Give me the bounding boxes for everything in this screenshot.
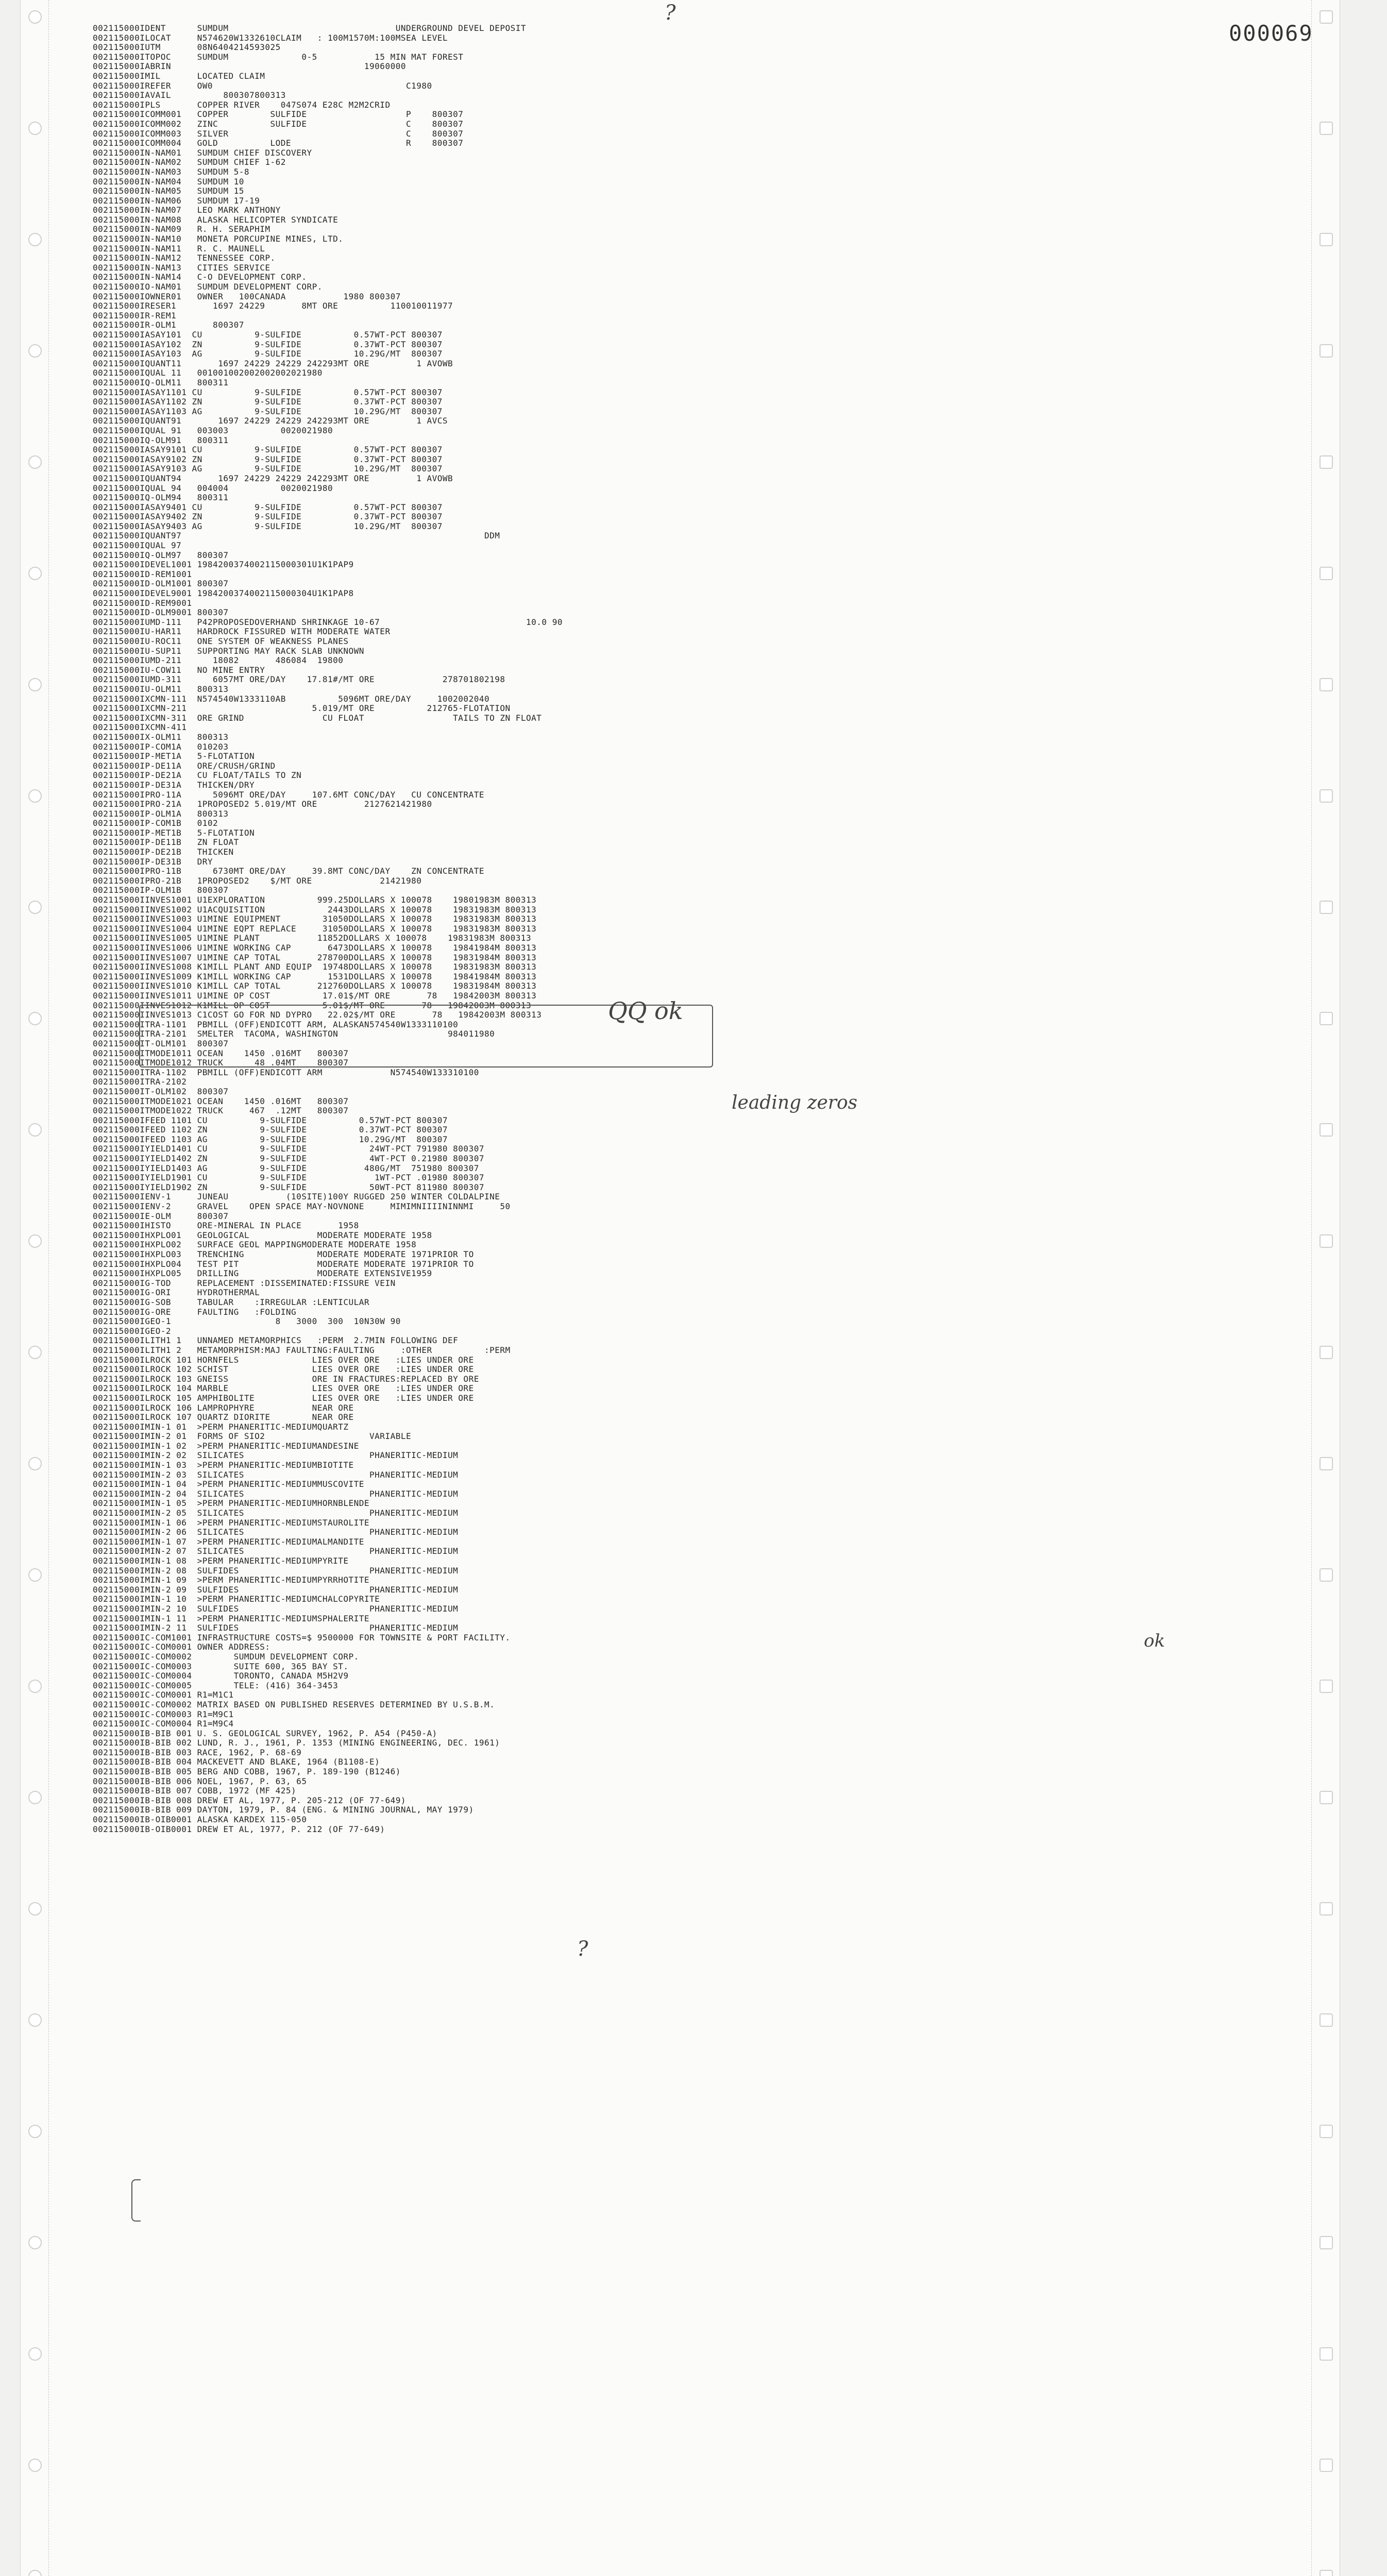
record-line: 002115000IINVES1005 U1MINE PLANT 11852DOLLARS X 100078 19831983M 800313 [93, 933, 532, 943]
record-line: 002115000IDEVEL9001 1984200374002115000304U1K1PAP8 [93, 588, 354, 599]
record-line: 002115000IR-OLM1 800307 [93, 320, 244, 330]
record-line: 002115000IG-ORI HYDROTHERMAL [93, 1287, 260, 1298]
record-line: 002115000IQUANT11 1697 24229 24229 242293MT ORE 1 AVOWB [93, 358, 453, 368]
feed-hole [28, 233, 42, 246]
record-line: 002115000IINVES1010 K1MILL CAP TOTAL 212760DOLLARS X 100078 19831984M 800313 [93, 981, 537, 991]
record-line: 002115000IMIN-1 09 >PERM PHANERITIC-MEDIUMPYRRHOTITE [93, 1575, 370, 1585]
record-line: 002115000IASAY9403 AG 9-SULFIDE 10.29G/MT 800307 [93, 521, 443, 531]
record-line: 002115000IC-COM0002 SUMDUM DEVELOPMENT CORP. [93, 1651, 359, 1662]
feed-hole [1320, 1791, 1333, 1804]
feed-hole [1320, 2347, 1333, 2361]
record-line: 002115000IB-BIB 003 RACE, 1962, P. 68-69 [93, 1747, 302, 1757]
handwritten-question-mark-transport: ? [577, 1937, 588, 1961]
record-line: 002115000ILROCK 103 GNEISS ORE IN FRACTURES:REPLACED BY ORE [93, 1374, 479, 1384]
record-line: 002115000IYIELD1403 AG 9-SULFIDE 480G/MT 751980 800307 [93, 1163, 479, 1173]
record-line: 002115000IQ-OLM11 800311 [93, 377, 229, 387]
record-line: 002115000IQ-OLM94 800311 [93, 493, 229, 503]
record-line: 002115000IQ-OLM91 800311 [93, 435, 229, 445]
record-line: 002115000ILROCK 102 SCHIST LIES OVER ORE :LIES UNDER ORE [93, 1364, 474, 1375]
record-line: 002115000IQUANT97 DDM [93, 531, 500, 541]
record-line: 002115000IP-DE21B THICKEN [93, 847, 234, 857]
record-line: 002115000IFEED 1103 AG 9-SULFIDE 10.29G/MT 800307 [93, 1134, 448, 1144]
record-line: 002115000IU-SUP11 SUPPORTING MAY RACK SLAB UNKNOWN [93, 646, 364, 656]
record-line: 002115000ITRA-1101 PBMILL (OFF)ENDICOTT ARM, ALASKAN574540W1333110100 [93, 1019, 459, 1029]
feed-hole [28, 567, 42, 580]
feed-hole [1320, 233, 1333, 246]
record-line: 002115000IXCMN-211 5.019/MT ORE 212765-FLOTATION [93, 703, 511, 714]
record-line: 002115000ITMODE1021 OCEAN 1450 .016MT 800307 [93, 1096, 349, 1106]
record-line: 002115000IMIN-2 10 SULFIDES PHANERITIC-MEDIUM [93, 1603, 459, 1614]
record-line: 002115000IN-NAM12 TENNESSEE CORP. [93, 253, 276, 263]
feed-hole [28, 901, 42, 914]
record-line: 002115000IP-OLM1B 800307 [93, 885, 229, 895]
record-line: 002115000IC-COM0001 R1=M1C1 [93, 1690, 234, 1700]
record-line: 002115000IYIELD1401 CU 9-SULFIDE 24WT-PCT 791980 800307 [93, 1144, 484, 1154]
record-line: 002115000IN-NAM04 SUMDUM 10 [93, 176, 244, 187]
record-line: 002115000IN-NAM14 C-O DEVELOPMENT CORP. [93, 272, 307, 282]
record-line: 002115000IMIN-2 11 SULFIDES PHANERITIC-MEDIUM [93, 1623, 459, 1633]
record-line: 002115000ILROCK 107 QUARTZ DIORITE NEAR ORE [93, 1412, 354, 1422]
feed-hole [1320, 2570, 1333, 2576]
record-line: 002115000IP-DE11B ZN FLOAT [93, 837, 239, 848]
record-line: 002115000ICOMM001 COPPER SULFIDE P 800307 [93, 109, 464, 120]
record-line: 002115000IN-NAM11 R. C. MAUNELL [93, 243, 265, 253]
record-line: 002115000IMIN-2 04 SILICATES PHANERITIC-MEDIUM [93, 1488, 459, 1499]
record-line: 002115000IQUAL 11 001001002002002002021980 [93, 368, 323, 378]
record-line: 002115000IMIN-2 05 SILICATES PHANERITIC-MEDIUM [93, 1508, 459, 1518]
record-line: 002115000IASAY9102 ZN 9-SULFIDE 0.37WT-PCT 800307 [93, 454, 443, 464]
record-line: 002115000IYIELD1402 ZN 9-SULFIDE 4WT-PCT 0.21980 800307 [93, 1154, 484, 1164]
record-line: 002115000IR-REM1 [93, 310, 177, 320]
record-line: 002115000IINVES1009 K1MILL WORKING CAP 1531DOLLARS X 100078 19841984M 800313 [93, 971, 537, 981]
record-line: 002115000IP-DE31B DRY [93, 856, 213, 867]
handwritten-bracket-feed [131, 2179, 141, 2222]
record-line: 002115000IPRO-21B 1PROPOSED2 $/MT ORE 21421980 [93, 875, 422, 886]
record-line: 002115000IINVES1006 U1MINE WORKING CAP 6473DOLLARS X 100078 19841984M 800313 [93, 943, 537, 953]
feed-hole [28, 1012, 42, 1025]
record-line: 002115000IN-NAM01 SUMDUM CHIEF DISCOVERY [93, 147, 312, 158]
record-line: 002115000IC-COM0003 SUITE 600, 365 BAY ST. [93, 1661, 349, 1671]
record-line: 002115000IG-TOD REPLACEMENT :DISSEMINATED:FISSURE VEIN [93, 1278, 396, 1288]
record-line: 002115000ILROCK 101 HORNFELS LIES OVER ORE :LIES UNDER ORE [93, 1354, 474, 1365]
record-line: 002115000IMIN-2 02 SILICATES PHANERITIC-MEDIUM [93, 1450, 459, 1461]
record-line: 002115000IMIN-1 01 >PERM PHANERITIC-MEDIUMQUARTZ [93, 1421, 349, 1432]
record-line: 002115000IMIN-2 03 SILICATES PHANERITIC-MEDIUM [93, 1469, 459, 1480]
feed-hole [1320, 1123, 1333, 1137]
record-line: 002115000IC-COM0001 OWNER ADDRESS: [93, 1642, 270, 1652]
record-line: 002115000IMIN-1 03 >PERM PHANERITIC-MEDIUMBIOTITE [93, 1460, 354, 1470]
record-line: 002115000ILITH1 2 METAMORPHISM:MAJ FAULTING:FAULTING :OTHER :PERM [93, 1345, 511, 1355]
feed-hole [1320, 789, 1333, 803]
feed-hole [1320, 1346, 1333, 1359]
feed-hole [28, 122, 42, 135]
record-line: 002115000IMIN-1 11 >PERM PHANERITIC-MEDIUMSPHALERITE [93, 1613, 370, 1623]
tractor-feed-left [21, 0, 49, 2576]
record-line: 002115000ITRA-1102 PBMILL (OFF)ENDICOTT ARM N574540W133310100 [93, 1067, 479, 1077]
record-line: 002115000IN-NAM09 R. H. SERAPHIM [93, 224, 270, 234]
record-line: 002115000IASAY9401 CU 9-SULFIDE 0.57WT-PCT 800307 [93, 502, 443, 512]
feed-hole [1320, 678, 1333, 691]
feed-hole [28, 1123, 42, 1137]
record-line: 002115000IINVES1012 K1MILL OP COST 5.01$/MT ORE 78 19842003M 800313 [93, 1000, 532, 1010]
record-line: 002115000IB-BIB 002 LUND, R. J., 1961, P. 1353 (MINING ENGINEERING, DEC. 1961) [93, 1738, 500, 1748]
record-line: 002115000IG-SOB TABULAR :IRREGULAR :LENTICULAR [93, 1297, 370, 1307]
record-line: 002115000IINVES1011 U1MINE OP COST 17.01$/MT ORE 78 19842003M 800313 [93, 990, 537, 1001]
record-line: 002115000IASAY101 CU 9-SULFIDE 0.57WT-PCT 800307 [93, 330, 443, 340]
record-line: 002115000IAVAIL 800307800313 [93, 90, 286, 100]
record-line: 002115000IQ-OLM97 800307 [93, 550, 229, 560]
record-line: 002115000IINVES1013 C1COST GO FOR ND DYPRO 22.02$/MT ORE 78 19842003M 800313 [93, 1010, 542, 1020]
record-line: 002115000IINVES1001 U1EXPLORATION 999.25DOLLARS X 100078 19801983M 800313 [93, 895, 537, 905]
record-line: 002115000IQUANT94 1697 24229 24229 242293MT ORE 1 AVOWB [93, 473, 453, 483]
record-line: 002115000IMIN-1 05 >PERM PHANERITIC-MEDIUMHORNBLENDE [93, 1498, 370, 1509]
record-line: 002115000IASAY1103 AG 9-SULFIDE 10.29G/MT 800307 [93, 406, 443, 416]
record-line: 002115000IU-COW11 NO MINE ENTRY [93, 665, 265, 675]
record-line: 002115000IHXPLO05 DRILLING MODERATE EXTENSIVE1959 [93, 1268, 432, 1279]
record-line: 002115000IASAY1102 ZN 9-SULFIDE 0.37WT-PCT 800307 [93, 397, 443, 407]
handwritten-leading-zeros-note: leading zeros [732, 1092, 858, 1113]
record-line: 002115000IHXPLO01 GEOLOGICAL MODERATE MODERATE 1958 [93, 1230, 432, 1240]
record-line: 002115000IB-BIB 008 DREW ET AL, 1977, P. 205-212 (OF 77-649) [93, 1795, 406, 1805]
feed-hole [28, 1568, 42, 1582]
record-line: 002115000IRESER1 1697 24229 8MT ORE 110010011977 [93, 301, 453, 311]
record-line: 002115000IENV-2 GRAVEL OPEN SPACE MAY-NOVNONE MIMIMNIIIININNMI 50 [93, 1201, 511, 1212]
feed-hole [1320, 2013, 1333, 2027]
record-line: 002115000IMIN-1 02 >PERM PHANERITIC-MEDIUMANDESINE [93, 1440, 359, 1451]
tractor-feed-right [1311, 0, 1340, 2576]
record-lines [93, 24, 563, 1834]
feed-hole [1320, 10, 1333, 24]
feed-hole [28, 2347, 42, 2361]
record-line: 002115000IUMD-111 P42PROPOSEDOVERHAND SHRINKAGE 10-67 10.0 90 [93, 617, 563, 627]
record-line: 002115000IGEO-2 [93, 1326, 171, 1336]
record-line: 002115000ILOCAT N574620W1332610CLAIM : 100M1570M:100MSEA LEVEL [93, 32, 448, 43]
record-line: 002115000IUMD-311 6057MT ORE/DAY 17.81#/MT ORE 278701802198 [93, 674, 505, 685]
record-line: 002115000IE-OLM 800307 [93, 1211, 229, 1221]
record-line: 002115000IP-OLM1A 800313 [93, 808, 229, 819]
record-line: 002115000IHISTO ORE-MINERAL IN PLACE 1958 [93, 1221, 359, 1231]
record-line: 002115000IPRO-11B 6730MT ORE/DAY 39.8MT CONC/DAY ZN CONCENTRATE [93, 866, 484, 876]
record-line: 002115000IMIL LOCATED CLAIM [93, 71, 265, 81]
record-line: 002115000IMIN-1 07 >PERM PHANERITIC-MEDIUMALMANDITE [93, 1536, 364, 1547]
record-line: 002115000IN-NAM02 SUMDUM CHIEF 1-62 [93, 157, 286, 167]
record-line: 002115000IQUAL 94 004004 0020021980 [93, 483, 333, 493]
feed-hole [28, 1791, 42, 1804]
record-line: 002115000IP-DE31A THICKEN/DRY [93, 779, 255, 790]
feed-hole [1320, 1012, 1333, 1025]
record-line: 002115000ICOMM003 SILVER C 800307 [93, 128, 464, 139]
record-line: 002115000IB-BIB 009 DAYTON, 1979, P. 84 (ENG. & MINING JOURNAL, MAY 1979) [93, 1805, 474, 1815]
record-line: 002115000IINVES1004 U1MINE EQPT REPLACE 31050DOLLARS X 100078 19831983M 800313 [93, 923, 537, 934]
record-line: 002115000IASAY9402 ZN 9-SULFIDE 0.37WT-PCT 800307 [93, 512, 443, 522]
feed-hole [28, 344, 42, 358]
record-line: 002115000IQUAL 91 003003 0020021980 [93, 425, 333, 435]
record-line: 002115000IMIN-1 08 >PERM PHANERITIC-MEDIUMPYRITE [93, 1556, 349, 1566]
record-line: 002115000IINVES1008 K1MILL PLANT AND EQUIP 19748DOLLARS X 100078 19831983M 800313 [93, 962, 537, 972]
record-line: 002115000IN-NAM03 SUMDUM 5-8 [93, 166, 249, 177]
record-line: 002115000IC-COM0003 R1=M9C1 [93, 1709, 234, 1719]
record-line: 002115000IU-OLM11 800313 [93, 684, 229, 694]
record-line: 002115000ID-OLM1001 800307 [93, 579, 229, 589]
feed-hole [28, 1346, 42, 1359]
record-line: 002115000IP-MET1A 5-FLOTATION [93, 751, 255, 761]
record-line: 002115000IC-COM0005 TELE: (416) 364-3453 [93, 1680, 339, 1690]
record-line: 002115000ICOMM004 GOLD LODE R 800307 [93, 138, 464, 148]
record-line: 002115000IXCMN-111 N574540W1333110AB 5096MT ORE/DAY 1002002040 [93, 693, 490, 704]
record-line: 002115000ITMODE1011 OCEAN 1450 .016MT 800307 [93, 1048, 349, 1058]
feed-hole [28, 455, 42, 469]
record-line: 002115000IYIELD1902 ZN 9-SULFIDE 50WT-PCT 811980 800307 [93, 1182, 484, 1192]
printout-sheet [21, 0, 1340, 2576]
record-line: 002115000IHXPLO02 SURFACE GEOL MAPPINGMODERATE MODERATE 1958 [93, 1240, 417, 1250]
record-line: 002115000IABRIN 19060000 [93, 61, 406, 72]
feed-hole [1320, 1234, 1333, 1248]
record-line: 002115000IN-NAM05 SUMDUM 15 [93, 186, 244, 196]
record-line: 002115000IB-BIB 004 MACKEVETT AND BLAKE, 1964 (B1108-E) [93, 1757, 380, 1767]
record-line: 002115000IUTM 08N6404214593025 [93, 42, 281, 53]
record-line: 002115000IHXPLO03 TRENCHING MODERATE MODERATE 1971PRIOR TO [93, 1249, 474, 1259]
record-line: 002115000IINVES1002 U1ACQUISITION 2443DOLLARS X 100078 19831983M 800313 [93, 904, 537, 914]
record-line: 002115000IMIN-1 06 >PERM PHANERITIC-MEDIUMSTAUROLITE [93, 1517, 370, 1528]
record-line: 002115000ID-OLM9001 800307 [93, 607, 229, 618]
record-line: 002115000ITOPOC SUMDUM 0-5 15 MIN MAT FOREST [93, 52, 464, 62]
record-line: 002115000IXCMN-311 ORE GRIND CU FLOAT TAILS TO ZN FLOAT [93, 713, 542, 723]
feed-hole [1320, 1568, 1333, 1582]
feed-hole [28, 789, 42, 803]
feed-holes-left [21, 0, 48, 2576]
record-line: 002115000IMIN-1 10 >PERM PHANERITIC-MEDIUMCHALCOPYRITE [93, 1594, 380, 1604]
record-line: 002115000IMIN-2 06 SILICATES PHANERITIC-MEDIUM [93, 1527, 459, 1537]
record-line: 002115000IHXPLO04 TEST PIT MODERATE MODERATE 1971PRIOR TO [93, 1259, 474, 1269]
record-line: 002115000IP-COM1A 010203 [93, 741, 229, 752]
record-line: 002115000IP-MET1B 5-FLOTATION [93, 827, 255, 838]
record-line: 002115000IC-COM0004 TORONTO, CANADA M5H2V9 [93, 1671, 349, 1681]
record-line: 002115000ILROCK 106 LAMPROPHYRE NEAR ORE [93, 1402, 354, 1413]
feed-hole [1320, 2236, 1333, 2249]
feed-hole [28, 2459, 42, 2472]
record-line: 002115000ICOMM002 ZINC SULFIDE C 800307 [93, 118, 464, 129]
record-line: 002115000IT-OLM101 800307 [93, 1038, 229, 1048]
record-line: 002115000IUMD-211 18082 486084 19800 [93, 655, 344, 666]
feed-hole [28, 2236, 42, 2249]
record-line: 002115000IB-BIB 006 NOEL, 1967, P. 63, 65 [93, 1776, 307, 1786]
feed-hole [1320, 567, 1333, 580]
record-line: 002115000IN-NAM08 ALASKA HELICOPTER SYNDICATE [93, 214, 339, 225]
record-line: 002115000ITMODE1012 TRUCK 48 .04MT 800307 [93, 1058, 349, 1068]
record-line: 002115000IB-BIB 001 U. S. GEOLOGICAL SURVEY, 1962, P. A54 (P450-A) [93, 1728, 437, 1738]
record-line: 002115000IPRO-21A 1PROPOSED2 5.019/MT ORE 2127621421980 [93, 799, 432, 809]
feed-hole [28, 2125, 42, 2138]
record-line: 002115000IXCMN-411 [93, 722, 187, 733]
record-line: 002115000IC-COM0004 R1=M9C4 [93, 1719, 234, 1729]
record-line: 002115000IPRO-11A 5096MT ORE/DAY 107.6MT CONC/DAY CU CONCENTRATE [93, 789, 484, 800]
record-line: 002115000IX-OLM11 800313 [93, 732, 229, 742]
record-line: 002115000IMIN-2 01 FORMS OF SIO2 VARIABLE [93, 1431, 412, 1442]
record-line: 002115000IGEO-1 8 3000 300 10N30W 90 [93, 1316, 401, 1327]
record-line: 002115000ILROCK 104 MARBLE LIES OVER ORE :LIES UNDER ORE [93, 1383, 474, 1394]
record-line: 002115000IC-COM1001 INFRASTRUCTURE COSTS=$ 9500000 FOR TOWNSITE & PORT FACILITY. [93, 1632, 511, 1642]
page-stamp-number: 000069 [1229, 21, 1313, 46]
record-line: 002115000ITRA-2102 [93, 1077, 187, 1087]
feed-hole [28, 2570, 42, 2576]
record-line: 002115000ILROCK 105 AMPHIBOLITE LIES OVER ORE :LIES UNDER ORE [93, 1393, 474, 1403]
record-line: 002115000IP-DE11A ORE/CRUSH/GRIND [93, 760, 276, 771]
record-line: 002115000IU-HAR11 HARDROCK FISSURED WITH MODERATE WATER [93, 626, 391, 637]
feed-hole [1320, 901, 1333, 914]
record-line: 002115000IB-BIB 007 COBB, 1972 (MF 425) [93, 1786, 297, 1796]
record-line: 002115000IU-ROC11 ONE SYSTEM OF WEAKNESS PLANES [93, 636, 349, 646]
record-line: 002115000IB-BIB 005 BERG AND COBB, 1967, P. 189-190 (B1246) [93, 1767, 401, 1777]
record-line: 002115000IB-OIB0001 DREW ET AL, 1977, P. 212 (OF 77-649) [93, 1824, 385, 1834]
feed-hole [1320, 1902, 1333, 1916]
record-line: 002115000IQUAL 97 [93, 540, 182, 551]
feed-hole [28, 1902, 42, 1916]
record-line: 002115000IINVES1007 U1MINE CAP TOTAL 278700DOLLARS X 100078 19831984M 800313 [93, 952, 537, 962]
record-line: 002115000IMIN-2 09 SULFIDES PHANERITIC-MEDIUM [93, 1584, 459, 1595]
feed-hole [1320, 1680, 1333, 1693]
handwritten-question-mark: ? [665, 1, 676, 25]
record-line: 002115000ITRA-2101 SMELTER TACOMA, WASHINGTON 984011980 [93, 1029, 495, 1039]
record-line: 002115000IOWNER01 OWNER 100CANADA 1980 800307 [93, 291, 401, 301]
record-line: 002115000IMIN-2 07 SILICATES PHANERITIC-MEDIUM [93, 1546, 459, 1556]
feed-hole [28, 1680, 42, 1693]
record-line: 002115000IMIN-2 08 SULFIDES PHANERITIC-MEDIUM [93, 1565, 459, 1575]
record-line: 002115000IP-COM1B 0102 [93, 818, 218, 828]
record-line: 002115000IFEED 1102 ZN 9-SULFIDE 0.37WT-PCT 800307 [93, 1125, 448, 1135]
record-line: 002115000IASAY103 AG 9-SULFIDE 10.29G/MT 800307 [93, 349, 443, 359]
feed-hole [28, 2013, 42, 2027]
feed-hole [1320, 344, 1333, 358]
record-line: 002115000ID-REM9001 [93, 598, 192, 608]
record-line: 002115000IQUANT91 1697 24229 24229 242293MT ORE 1 AVCS [93, 416, 448, 426]
feed-hole [28, 1234, 42, 1248]
feed-hole [1320, 2125, 1333, 2138]
record-line: 002115000IFEED 1101 CU 9-SULFIDE 0.57WT-PCT 800307 [93, 1115, 448, 1125]
feed-hole [28, 678, 42, 691]
record-line: 002115000ID-REM1001 [93, 569, 192, 579]
feed-hole [28, 10, 42, 24]
record-line: 002115000IN-NAM07 LEO MARK ANTHONY [93, 205, 281, 215]
record-line: 002115000IN-NAM13 CITIES SERVICE [93, 262, 270, 273]
record-line: 002115000IINVES1003 U1MINE EQUIPMENT 31050DOLLARS X 100078 19831983M 800313 [93, 914, 537, 924]
record-line: 002115000IASAY102 ZN 9-SULFIDE 0.37WT-PCT 800307 [93, 339, 443, 349]
record-line: 002115000IENV-1 JUNEAU (10SITE)100Y RUGGED 250 WINTER COLDALPINE [93, 1192, 500, 1202]
record-line: 002115000IASAY9101 CU 9-SULFIDE 0.57WT-PCT 800307 [93, 445, 443, 455]
feed-holes-right [1312, 0, 1340, 2576]
record-line: 002115000IN-NAM10 MONETA PORCUPINE MINES, LTD. [93, 234, 344, 244]
record-line: 002115000IYIELD1901 CU 9-SULFIDE 1WT-PCT .01980 800307 [93, 1173, 484, 1183]
record-line: 002115000IC-COM0002 MATRIX BASED ON PUBLISHED RESERVES DETERMINED BY U.S.B.M. [93, 1699, 495, 1709]
record-line: 002115000IMIN-1 04 >PERM PHANERITIC-MEDIUMMUSCOVITE [93, 1479, 364, 1489]
record-line: 002115000IB-OIB0001 ALASKA KARDEX 115-050 [93, 1815, 307, 1825]
feed-hole [1320, 1457, 1333, 1470]
feed-hole [1320, 2459, 1333, 2472]
feed-hole [1320, 455, 1333, 469]
record-line: 002115000IPLS COPPER RIVER 047S074 E28C M2M2CRID [93, 99, 391, 110]
record-line: 002115000IO-NAM01 SUMDUM DEVELOPMENT CORP. [93, 282, 323, 292]
feed-hole [28, 1457, 42, 1470]
record-line: 002115000IT-OLM102 800307 [93, 1086, 229, 1096]
record-line: 002115000ILITH1 1 UNNAMED METAMORPHICS :PERM 2.7MIN FOLLOWING DEF [93, 1335, 459, 1346]
record-line: 002115000IDENT SUMDUM UNDERGROUND DEVEL DEPOSIT [93, 23, 527, 33]
record-line: 002115000IN-NAM06 SUMDUM 17-19 [93, 195, 260, 206]
record-line: 002115000IREFER OW0 C1980 [93, 80, 432, 91]
record-line: 002115000IASAY9103 AG 9-SULFIDE 10.29G/MT 800307 [93, 464, 443, 474]
record-line: 002115000IP-DE21A CU FLOAT/TAILS TO ZN [93, 770, 302, 781]
record-line: 002115000IG-ORE FAULTING :FOLDING [93, 1307, 297, 1317]
handwritten-ok-margin-note: ok [1144, 1631, 1165, 1651]
handwritten-ok-note: QQ ok [608, 997, 683, 1025]
record-line: 002115000IDEVEL1001 1984200374002115000301U1K1PAP9 [93, 560, 354, 570]
record-line: 002115000IASAY1101 CU 9-SULFIDE 0.57WT-PCT 800307 [93, 387, 443, 397]
feed-hole [1320, 122, 1333, 135]
record-line: 002115000ITMODE1022 TRUCK 467 .12MT 800307 [93, 1106, 349, 1116]
